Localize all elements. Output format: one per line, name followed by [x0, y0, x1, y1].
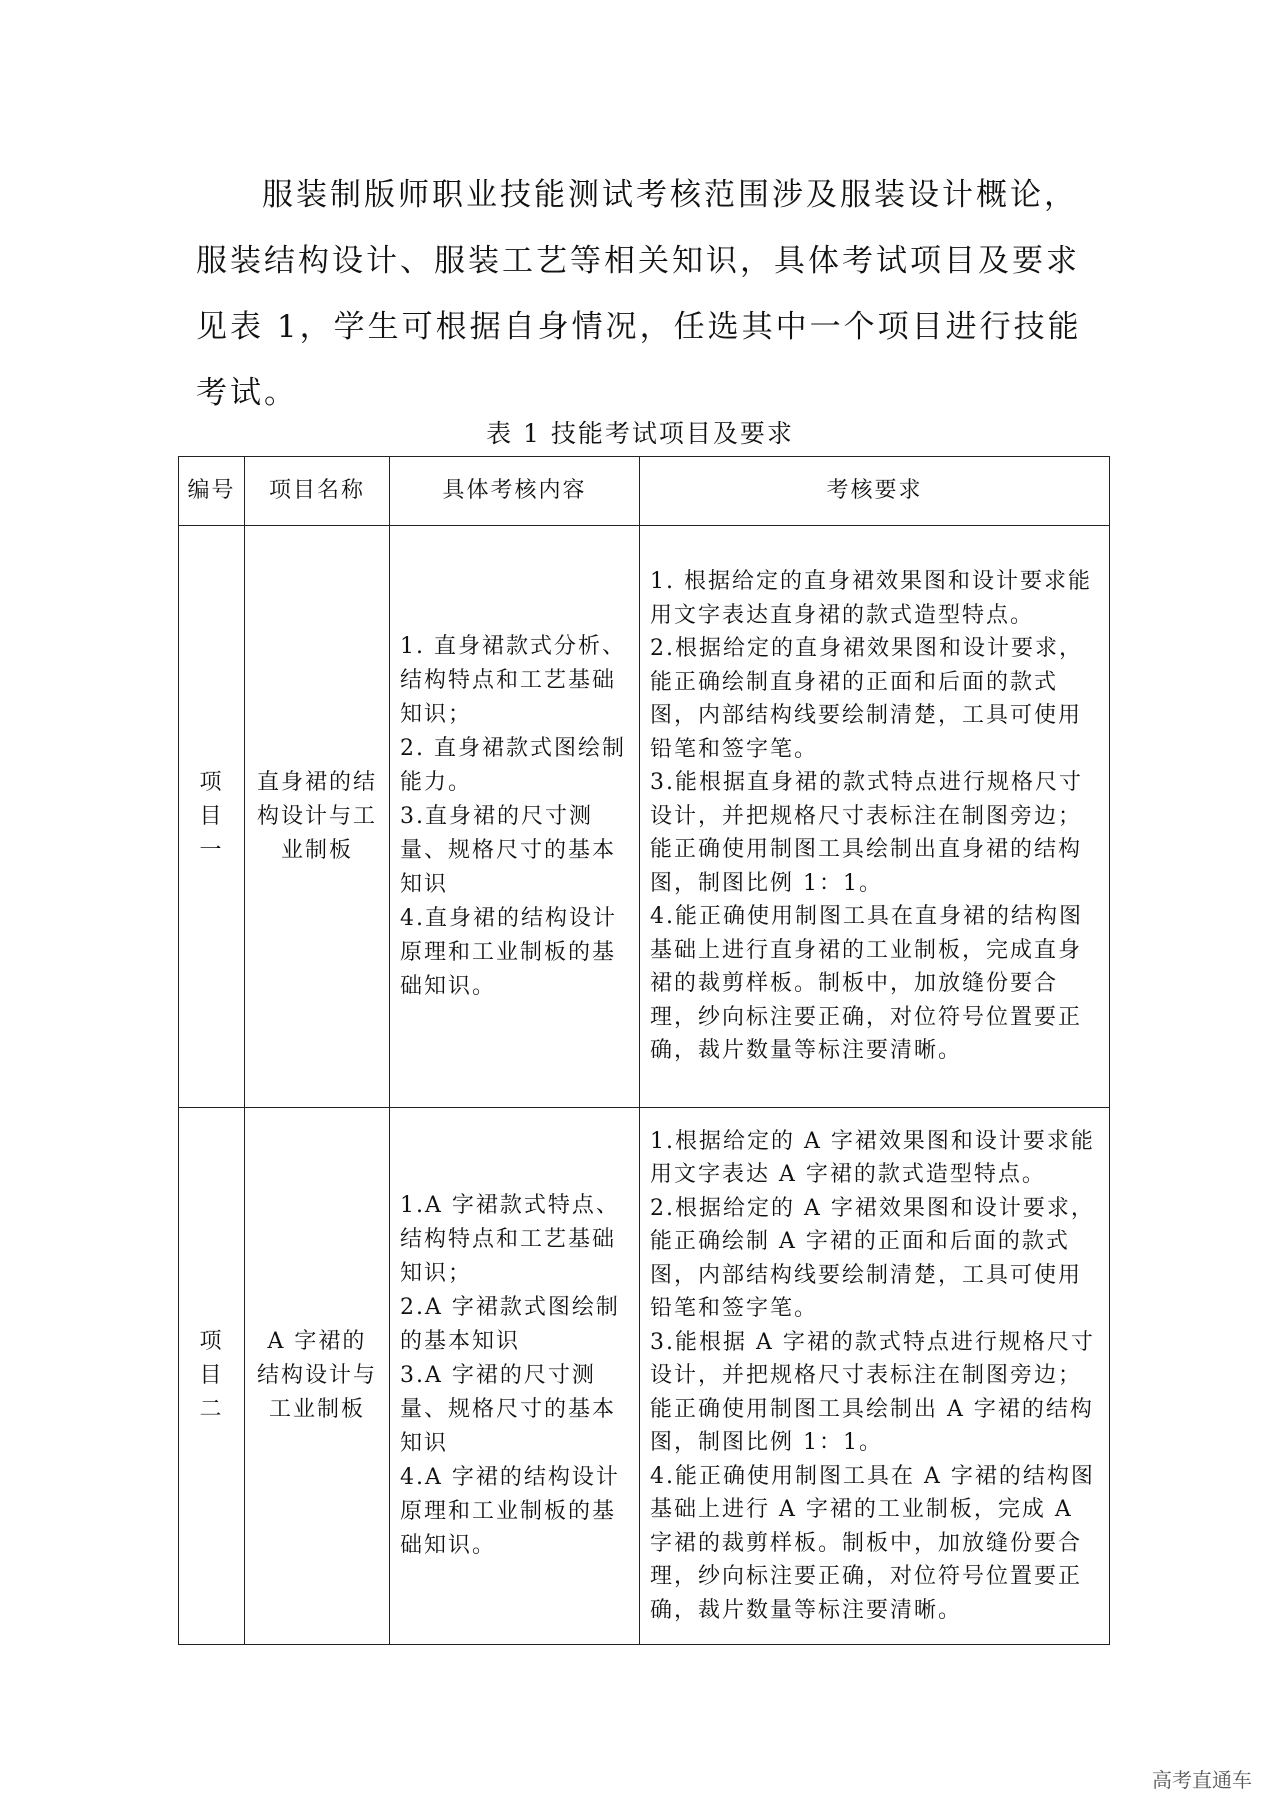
content-line: 3.直身裙的尺寸测量、规格尺寸的基本知识	[400, 803, 617, 897]
requirement-line: 3.能根据直身裙的款式特点进行规格尺寸设计，并把规格尺寸表标注在制图旁边；能正确使用制图工具绘制出直身裙的结构图，制图比例 1：1。	[650, 770, 1083, 896]
requirement-line: 2.根据给定的直身裙效果图和设计要求，能正确绘制直身裙的正面和后面的款式图，内部结构线要绘制清楚，工具可使用铅笔和签字笔。	[650, 636, 1083, 762]
row-content	[390, 526, 640, 1108]
header-number: 编号	[179, 457, 245, 526]
table-row	[179, 1108, 1110, 1645]
watermark-text: 高考直通车	[1152, 1768, 1252, 1792]
row-number: 项目二	[179, 1108, 245, 1645]
intro-paragraph: 服装制版师职业技能测试考核范围涉及服装设计概论，服装结构设计、服装工艺等相关知识，具体考试项目及要求见表 1，学生可根据自身情况，任选其中一个项目进行技能考试。	[196, 177, 1082, 411]
content-line: 3.A 字裙的尺寸测量、规格尺寸的基本知识	[400, 1363, 617, 1456]
content-line: 2. 直身裙款式图绘制能力。	[400, 735, 626, 795]
row-content	[390, 1108, 640, 1645]
header-item-name: 项目名称	[245, 457, 390, 526]
content-line: 4.A 字裙的结构设计原理和工业制板的基础知识。	[400, 1465, 620, 1558]
requirement-line: 1.根据给定的 A 字裙效果图和设计要求能用文字表达 A 字裙的款式造型特点。	[650, 1128, 1095, 1188]
table-caption: 表 1 技能考试项目及要求	[486, 419, 794, 448]
table-header-row	[179, 457, 1110, 526]
row-item-name: 直身裙的结构设计与工业制板	[245, 526, 390, 1108]
requirement-line: 4.能正确使用制图工具在直身裙的结构图基础上进行直身裙的工业制板，完成直身裙的裁剪样板。制板中，加放缝份要合理，纱向标注要正确，对位符号位置要正确，裁片数量等标注要清晰。	[650, 904, 1083, 1064]
content-line: 1.A 字裙款式特点、结构特点和工艺基础知识；	[400, 1193, 620, 1286]
header-requirements: 考核要求	[640, 457, 1110, 526]
exam-items-table	[178, 456, 1110, 1645]
row-number: 项目一	[179, 526, 245, 1108]
header-content: 具体考核内容	[390, 457, 640, 526]
row-item-name: A 字裙的结构设计与工业制板	[245, 1108, 390, 1645]
table-row	[179, 526, 1110, 1108]
requirement-line: 3.能根据 A 字裙的款式特点进行规格尺寸设计，并把规格尺寸表标注在制图旁边；能正确使用制图工具绘制出 A 字裙的结构图，制图比例 1：1。	[650, 1329, 1095, 1456]
content-line: 2.A 字裙款式图绘制的基本知识	[400, 1295, 620, 1354]
row-requirements	[640, 1108, 1110, 1645]
content-line: 1. 直身裙款式分析、结构特点和工艺基础知识；	[400, 633, 626, 727]
requirement-line: 2.根据给定的 A 字裙效果图和设计要求，能正确绘制 A 字裙的正面和后面的款式图，内部结构线要绘制清楚，工具可使用铅笔和签字笔。	[650, 1195, 1095, 1322]
content-line: 4.直身裙的结构设计原理和工业制板的基础知识。	[400, 905, 617, 999]
row-requirements	[640, 526, 1110, 1108]
requirement-line: 4.能正确使用制图工具在 A 字裙的结构图基础上进行 A 字裙的工业制板，完成 A 字裙的裁剪样板。制板中，加放缝份要合理，纱向标注要正确，对位符号位置要正确，裁片数量等标注要清晰。	[650, 1463, 1095, 1623]
requirement-line: 1. 根据给定的直身裙效果图和设计要求能用文字表达直身裙的款式造型特点。	[650, 569, 1092, 628]
